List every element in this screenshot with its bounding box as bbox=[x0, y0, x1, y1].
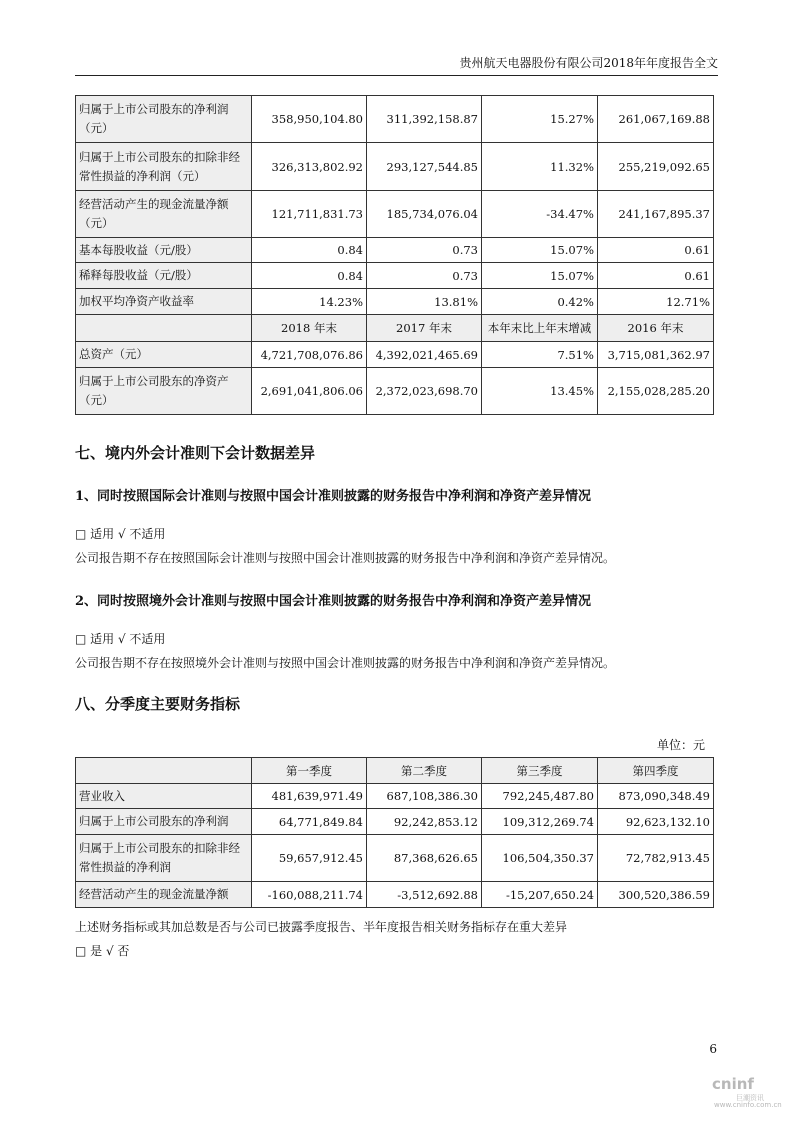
section-7-title: 七、境内外会计准则下会计数据差异 bbox=[75, 444, 316, 462]
table-header-row bbox=[76, 758, 714, 784]
choice-yes-no: □ 是 √ 否 bbox=[75, 944, 130, 958]
quarterly-table bbox=[75, 757, 714, 908]
cell: 792,245,487.80 bbox=[482, 784, 598, 809]
cell: 358,950,104.80 bbox=[252, 96, 367, 143]
table-row bbox=[76, 96, 714, 143]
cell: 12.71% bbox=[598, 289, 714, 315]
page-number: 6 bbox=[709, 1042, 717, 1056]
cell: 873,090,348.49 bbox=[598, 784, 714, 809]
cell: 2,372,023,698.70 bbox=[367, 368, 482, 415]
table-row bbox=[76, 191, 714, 238]
cell: 106,504,350.37 bbox=[482, 835, 598, 882]
column-header: 第一季度 bbox=[252, 758, 367, 784]
cell: 185,734,076.04 bbox=[367, 191, 482, 238]
cell: 92,242,853.12 bbox=[367, 809, 482, 835]
row-label: 总资产（元） bbox=[76, 342, 252, 368]
logo-url: www.cninfo.com.cn bbox=[714, 1101, 782, 1109]
row-label: 营业收入 bbox=[76, 784, 252, 809]
unit-label: 单位：元 bbox=[656, 738, 705, 752]
empty-header-cell bbox=[76, 315, 252, 342]
table-row bbox=[76, 342, 714, 368]
cell: 0.73 bbox=[367, 238, 482, 263]
cell: 300,520,386.59 bbox=[598, 882, 714, 908]
cell: 0.42% bbox=[482, 289, 598, 315]
table-row bbox=[76, 784, 714, 809]
table-row bbox=[76, 263, 714, 289]
column-header: 第四季度 bbox=[598, 758, 714, 784]
cell: 0.61 bbox=[598, 238, 714, 263]
column-header: 2018 年末 bbox=[252, 315, 367, 342]
table-row bbox=[76, 143, 714, 191]
logo-chinese: 巨潮资讯 bbox=[736, 1094, 764, 1102]
header-title: 贵州航天电器股份有限公司2018年年度报告全文 bbox=[459, 56, 718, 70]
cell: 59,657,912.45 bbox=[252, 835, 367, 882]
section-7-subheading-1: 1、同时按照国际会计准则与按照中国会计准则披露的财务报告中净利润和净资产差异情况 bbox=[75, 489, 592, 504]
section-8-title: 八、分季度主要财务指标 bbox=[75, 695, 241, 713]
cell: 241,167,895.37 bbox=[598, 191, 714, 238]
cell: 64,771,849.84 bbox=[252, 809, 367, 835]
cell: 2,155,028,285.20 bbox=[598, 368, 714, 415]
row-label: 经营活动产生的现金流量净额 bbox=[76, 882, 252, 908]
cell: -160,088,211.74 bbox=[252, 882, 367, 908]
cell: 261,067,169.88 bbox=[598, 96, 714, 143]
empty-header-cell bbox=[76, 758, 252, 784]
column-header: 2016 年末 bbox=[598, 315, 714, 342]
cell: 13.45% bbox=[482, 368, 598, 415]
column-header: 第三季度 bbox=[482, 758, 598, 784]
cell: 15.07% bbox=[482, 263, 598, 289]
table-row bbox=[76, 289, 714, 315]
section-7-text-1: 公司报告期不存在按照国际会计准则与按照中国会计准则披露的财务报告中净利润和净资产差异情况。 bbox=[75, 551, 616, 565]
cell: 87,368,626.65 bbox=[367, 835, 482, 882]
cell: 326,313,802.92 bbox=[252, 143, 367, 191]
cell: 481,639,971.49 bbox=[252, 784, 367, 809]
section-7-subheading-2: 2、同时按照境外会计准则与按照中国会计准则披露的财务报告中净利润和净资产差异情况 bbox=[75, 594, 592, 609]
column-header: 2017 年末 bbox=[367, 315, 482, 342]
table-row bbox=[76, 368, 714, 415]
page-header bbox=[75, 55, 718, 76]
cninfo-logo bbox=[712, 1075, 790, 1109]
choice-applicable-1: □ 适用 √ 不适用 bbox=[75, 527, 166, 541]
logo-brand: cninf bbox=[712, 1075, 754, 1093]
choice-applicable-2: □ 适用 √ 不适用 bbox=[75, 632, 166, 646]
section-7-text-2: 公司报告期不存在按照境外会计准则与按照中国会计准则披露的财务报告中净利润和净资产差异情况。 bbox=[75, 656, 616, 670]
table-subheader-row bbox=[76, 315, 714, 342]
column-header: 本年末比上年末增减 bbox=[482, 315, 598, 342]
cell: 4,721,708,076.86 bbox=[252, 342, 367, 368]
row-label: 稀释每股收益（元/股） bbox=[76, 263, 252, 289]
table-row bbox=[76, 809, 714, 835]
row-label: 加权平均净资产收益率 bbox=[76, 289, 252, 315]
cell: 15.07% bbox=[482, 238, 598, 263]
quarterly-note: 上述财务指标或其加总数是否与公司已披露季度报告、半年度报告相关财务指标存在重大差异 bbox=[75, 920, 568, 934]
cell: 0.84 bbox=[252, 238, 367, 263]
cell: 13.81% bbox=[367, 289, 482, 315]
cell: 121,711,831.73 bbox=[252, 191, 367, 238]
cell: 0.61 bbox=[598, 263, 714, 289]
cell: 7.51% bbox=[482, 342, 598, 368]
cell: 687,108,386.30 bbox=[367, 784, 482, 809]
cell: 92,623,132.10 bbox=[598, 809, 714, 835]
cell: 0.73 bbox=[367, 263, 482, 289]
financial-data-table bbox=[75, 95, 714, 415]
cell: 14.23% bbox=[252, 289, 367, 315]
cell: 4,392,021,465.69 bbox=[367, 342, 482, 368]
cell: 72,782,913.45 bbox=[598, 835, 714, 882]
cell: 0.84 bbox=[252, 263, 367, 289]
cell: 255,219,092.65 bbox=[598, 143, 714, 191]
cell: -15,207,650.24 bbox=[482, 882, 598, 908]
table-row bbox=[76, 882, 714, 908]
cell: 311,392,158.87 bbox=[367, 96, 482, 143]
cell: 11.32% bbox=[482, 143, 598, 191]
cell: 3,715,081,362.97 bbox=[598, 342, 714, 368]
row-label: 归属于上市公司股东的扣除非经常性损益的净利润 bbox=[76, 835, 252, 882]
column-header: 第二季度 bbox=[367, 758, 482, 784]
row-label: 归属于上市公司股东的净利润 bbox=[76, 809, 252, 835]
cell: 2,691,041,806.06 bbox=[252, 368, 367, 415]
cell: -3,512,692.88 bbox=[367, 882, 482, 908]
cell: -34.47% bbox=[482, 191, 598, 238]
row-label: 经营活动产生的现金流量净额（元） bbox=[76, 191, 252, 238]
row-label: 归属于上市公司股东的净利润（元） bbox=[76, 96, 252, 143]
row-label: 归属于上市公司股东的净资产（元） bbox=[76, 368, 252, 415]
table-row bbox=[76, 835, 714, 882]
row-label: 归属于上市公司股东的扣除非经常性损益的净利润（元） bbox=[76, 143, 252, 191]
cell: 109,312,269.74 bbox=[482, 809, 598, 835]
cell: 15.27% bbox=[482, 96, 598, 143]
cell: 293,127,544.85 bbox=[367, 143, 482, 191]
table-row bbox=[76, 238, 714, 263]
row-label: 基本每股收益（元/股） bbox=[76, 238, 252, 263]
